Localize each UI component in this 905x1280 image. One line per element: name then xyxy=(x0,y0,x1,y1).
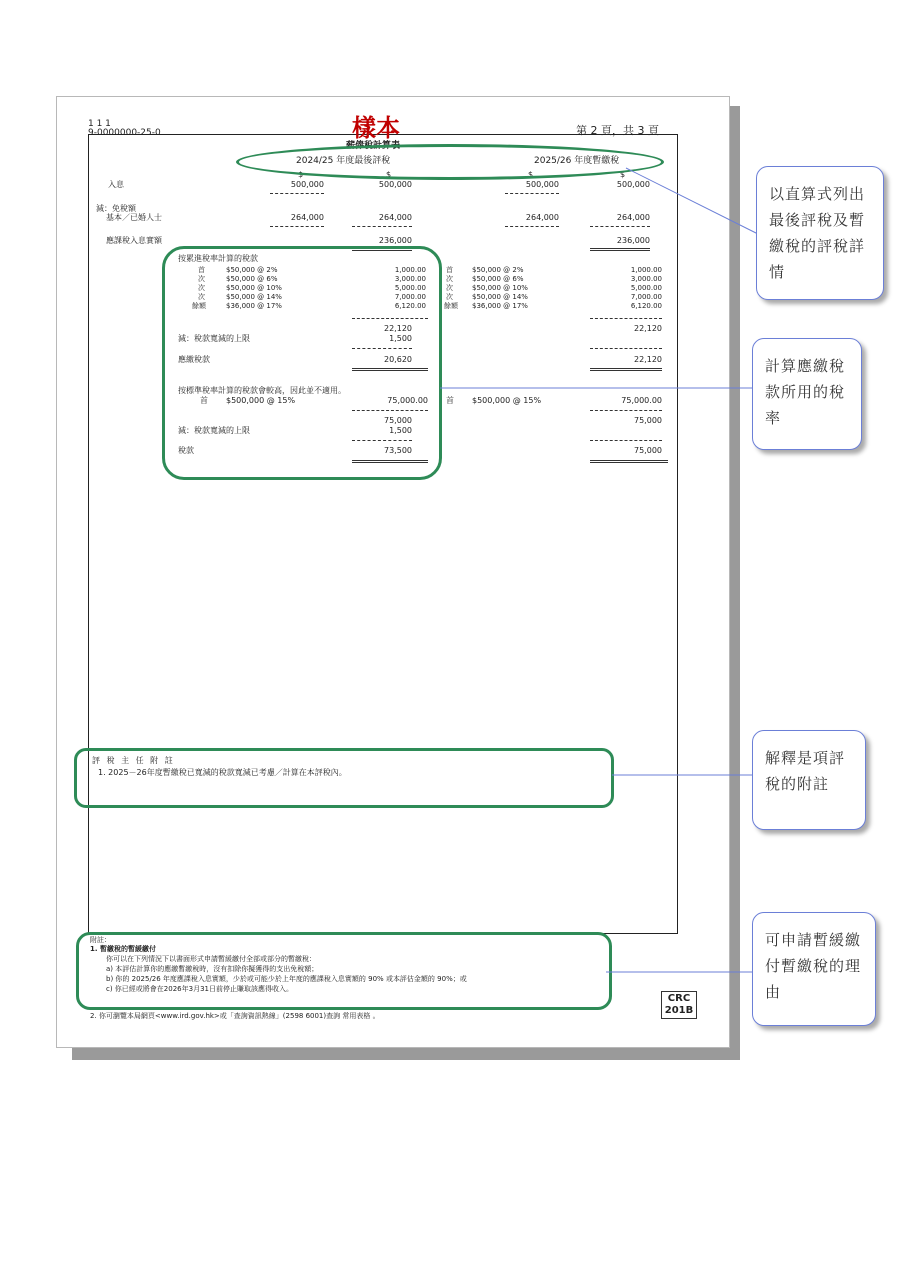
tax-payable-value: 20,620 xyxy=(384,355,412,364)
standard-reduction-value: 1,500 xyxy=(389,426,412,435)
assessor-notes-title: 評 稅 主 任 附 註 xyxy=(92,756,175,765)
dollar-sign: $ xyxy=(386,170,392,179)
net-income-label: 應課稅入息實額 xyxy=(106,236,162,245)
progressive-total: 22,120 xyxy=(384,324,412,333)
band-rate: $50,000 @ 6% xyxy=(226,275,278,283)
band-amount: 6,120.00 xyxy=(630,302,662,310)
form-code: CRC 201B xyxy=(661,991,697,1019)
band-label: 首 xyxy=(198,266,205,274)
band-rate: $50,000 @ 10% xyxy=(472,284,528,292)
allowance-value: 264,000 xyxy=(290,213,324,222)
page-info: 第 2 頁，共 3 頁 xyxy=(576,124,659,137)
band-rate: $36,000 @ 17% xyxy=(226,302,282,310)
standard-tax-value: 75,000 xyxy=(634,446,662,455)
footer-notes-title: 附註： xyxy=(90,936,111,944)
band-rate: $50,000 @ 10% xyxy=(226,284,282,292)
band-label: 次 xyxy=(446,293,453,301)
dollar-sign: $ xyxy=(528,170,534,179)
standard-tax-value: 73,500 xyxy=(384,446,412,455)
footer-item-text: a) 本評估計算你的應繳暫繳稅時，沒有扣除你擬獲得的支出免稅額； xyxy=(106,965,319,973)
allowance-value: 264,000 xyxy=(525,213,559,222)
assessor-note-item: 1. 2025－26年度暫繳稅已寬減的稅款寬減已考慮／計算在本評稅內。 xyxy=(98,768,347,777)
net-income-value: 236,000 xyxy=(378,236,412,245)
footer-item-text: 2. 你可瀏覽本局網頁<www.ird.gov.hk>或「查詢資訊熱線」(2598 6001)查詢 常用表格 。 xyxy=(90,1012,380,1020)
income-value: 500,000 xyxy=(616,180,650,189)
dollar-sign: $ xyxy=(620,170,626,179)
tax-payable-value: 22,120 xyxy=(634,355,662,364)
band-rate: $50,000 @ 2% xyxy=(472,266,524,274)
band-label: 首 xyxy=(446,266,453,274)
band-label: 餘額 xyxy=(192,302,206,310)
band-label: 次 xyxy=(198,284,205,292)
callout-holdover-reasons: 可申請暫緩繳付暫繳稅的理由 xyxy=(752,912,876,1026)
standard-tax-label: 稅款 xyxy=(178,446,194,455)
reduction-label: 減：稅款寬減的上限 xyxy=(178,334,250,343)
band-amount: 6,120.00 xyxy=(394,302,426,310)
band-label: 次 xyxy=(198,293,205,301)
standard-rate-amount: 75,000.00 xyxy=(621,396,662,405)
band-rate: $50,000 @ 2% xyxy=(226,266,278,274)
net-income-value: 236,000 xyxy=(616,236,650,245)
standard-reduction-label: 減：稅款寬減的上限 xyxy=(178,426,250,435)
band-label: 次 xyxy=(198,275,205,283)
standard-subtotal: 75,000 xyxy=(634,416,662,425)
column-header-provisional: 2025/26 年度暫繳稅 xyxy=(534,156,620,166)
column-header-final: 2024/25 年度最後評稅 xyxy=(296,156,391,166)
band-rate: $50,000 @ 14% xyxy=(472,293,528,301)
income-label: 入息 xyxy=(108,180,124,189)
reference-number: 9-0000000-25-0 xyxy=(88,128,161,138)
band-label: 次 xyxy=(446,275,453,283)
band-rate: $50,000 @ 14% xyxy=(226,293,282,301)
table-title: 薪俸稅計算表 xyxy=(346,141,401,151)
progressive-total: 22,120 xyxy=(634,324,662,333)
footer-item-text: c) 你已經或將會在2026年3月31日前停止賺取該應得收入。 xyxy=(106,985,293,993)
standard-subtotal: 75,000 xyxy=(384,416,412,425)
standard-rate: $500,000 @ 15% xyxy=(472,396,542,405)
band-amount: 1,000.00 xyxy=(630,266,662,274)
band-amount: 1,000.00 xyxy=(394,266,426,274)
standard-rate-amount: 75,000.00 xyxy=(387,396,428,405)
band-amount: 7,000.00 xyxy=(630,293,662,301)
standard-rate-title: 按標準稅率計算的稅款會較高，因此並不適用。 xyxy=(178,386,346,395)
band-rate: $50,000 @ 6% xyxy=(472,275,524,283)
callout-tax-rates: 計算應繳稅款所用的稅率 xyxy=(752,338,862,450)
income-value: 500,000 xyxy=(378,180,412,189)
dollar-sign: $ xyxy=(298,170,304,179)
allowance-type: 基本／已婚人士 xyxy=(106,213,162,222)
band-amount: 5,000.00 xyxy=(630,284,662,292)
band-rate: $36,000 @ 17% xyxy=(472,302,528,310)
band-amount: 3,000.00 xyxy=(630,275,662,283)
sample-stamp: 樣本 xyxy=(352,113,400,142)
footer-item-text: b) 你的 2025/26 年度應課稅入息實額，少於或可能少於上年度的應課稅入息實額的 90% 或本評估金額的 90%；或 xyxy=(106,975,467,983)
callout-assessment-notes: 解釋是項評稅的附註 xyxy=(752,730,866,830)
allowance-label: 減：免稅額 xyxy=(96,204,136,213)
reduction-value: 1,500 xyxy=(389,334,412,343)
standard-rate: $500,000 @ 15% xyxy=(226,396,296,405)
band-label: 餘額 xyxy=(444,302,458,310)
standard-rate-label: 首 xyxy=(446,396,454,405)
allowance-value: 264,000 xyxy=(616,213,650,222)
footer-item-heading: 1. 暫繳稅的暫緩繳付 xyxy=(90,945,156,953)
progressive-title: 按累進稅率計算的稅款 xyxy=(178,254,258,263)
band-amount: 5,000.00 xyxy=(394,284,426,292)
band-label: 次 xyxy=(446,284,453,292)
reference-line-1: 1 1 1 xyxy=(88,119,111,129)
band-amount: 7,000.00 xyxy=(394,293,426,301)
callout-calculation-details: 以直算式列出最後評稅及暫繳稅的評稅詳情 xyxy=(756,166,884,300)
income-value: 500,000 xyxy=(525,180,559,189)
allowance-value: 264,000 xyxy=(378,213,412,222)
footer-item-text: 你可以在下列情況下以書面形式申請暫緩繳付全部或部分的暫繳稅： xyxy=(106,955,316,963)
income-value: 500,000 xyxy=(290,180,324,189)
standard-rate-label: 首 xyxy=(200,396,208,405)
tax-payable-label: 應繳稅款 xyxy=(178,355,210,364)
band-amount: 3,000.00 xyxy=(394,275,426,283)
